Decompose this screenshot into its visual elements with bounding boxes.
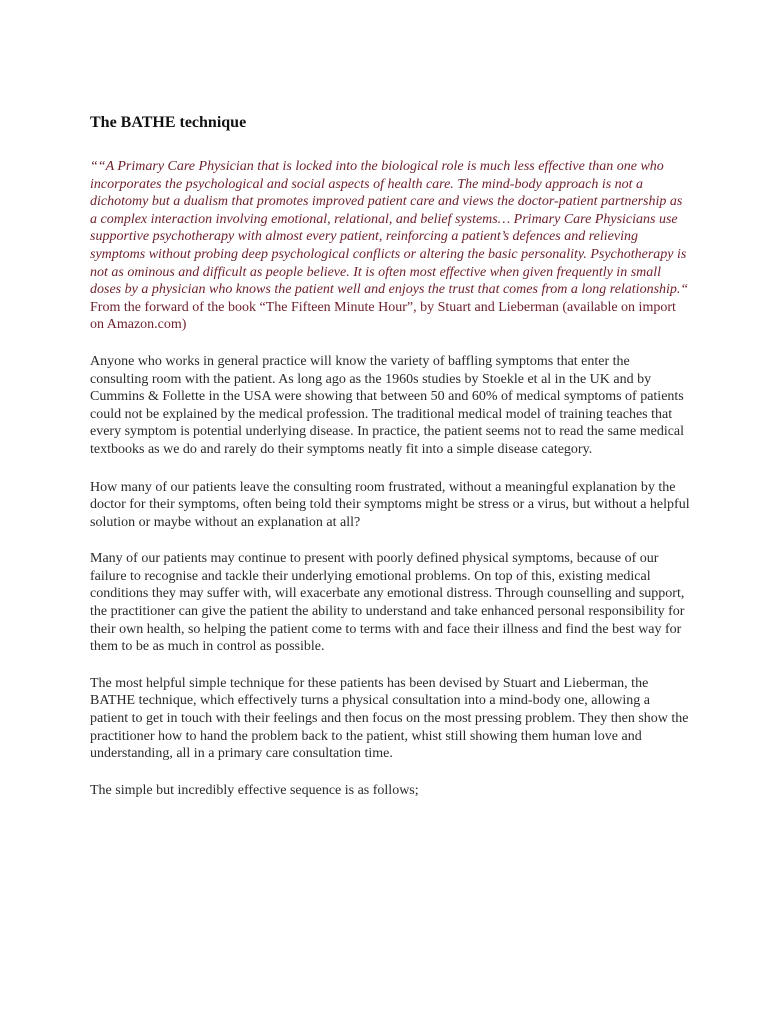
document-title: The BATHE technique <box>90 114 247 131</box>
paragraph-baffling-symptoms: Anyone who works in general practice will know the variety of baffling symptoms that enter the consulting room with the patient. As long ago as the 1960s studies by Stoekle et al in the UK and by Cummins & Follette in the USA were showing that between 50 and 60% of medical symptoms of patients could not be explained by the medical profession. The traditional medical model of training teaches that every symptom is potential underlying disease. In practice, the patient seems not to read the same medical textbooks as we do and rarely do their symptoms neatly fit into a simple disease category. <box>90 353 685 457</box>
document-body <box>90 113 690 818</box>
paragraph-emotional-problems: Many of our patients may continue to present with poorly defined physical symptoms, because of our failure to recognise and tackle their underlying emotional problems. On top of this, existing medical conditions they may suffer with, will exacerbate any emotional distress. Through counselling and support, the practitioner can give the patient the ability to understand and take enhanced personal responsibility for their own health, so helping the patient come to terms with and face their illness and find the best way for them to be as much in control as possible. <box>90 551 685 655</box>
paragraph-bathe-technique: The most helpful simple technique for these patients has been devised by Stuart and Lieberman, the BATHE technique, which effectively turns a physical consultation into a mind-body one, allowing a patient to get in touch with their feelings and then focus on the most pressing problem. They then show the practitioner how to hand the problem back to the patient, whist still showing them human love and understanding, all in a primary care consultation time. <box>90 675 689 762</box>
paragraph-sequence-intro: The simple but incredibly effective sequence is as follows; <box>90 782 419 798</box>
quote-attribution: From the forward of the book “The Fifteen Minute Hour”, by Stuart and Lieberman (available on import on Amazon.com) <box>90 299 676 333</box>
paragraph-frustrated-patients: How many of our patients leave the consulting room frustrated, without a meaningful explanation by the doctor for their symptoms, often being told their symptoms might be stress or a virus, but without a helpful solution or maybe without an explanation at all? <box>90 479 690 530</box>
book-quote: ““A Primary Care Physician that is locked into the biological role is much less effective than one who incorporates the psychological and social aspects of health care. The mind-body approach is not a dichotomy but a dualism that promotes improved patient care and views the doctor-patient partnership as a complex interaction involving emotional, relational, and belief systems… Primary Care Physicians use supportive psychotherapy with almost every patient, reinforcing a patient’s defences and relieving symptoms without probing deep psychological conflicts or altering the basic personality. Psychotherapy is not as ominous and difficult as people believe. It is often most effective when given frequently in small doses by a physician who knows the patient well and enjoys the trust that comes from a long relationship.“ <box>90 159 689 298</box>
